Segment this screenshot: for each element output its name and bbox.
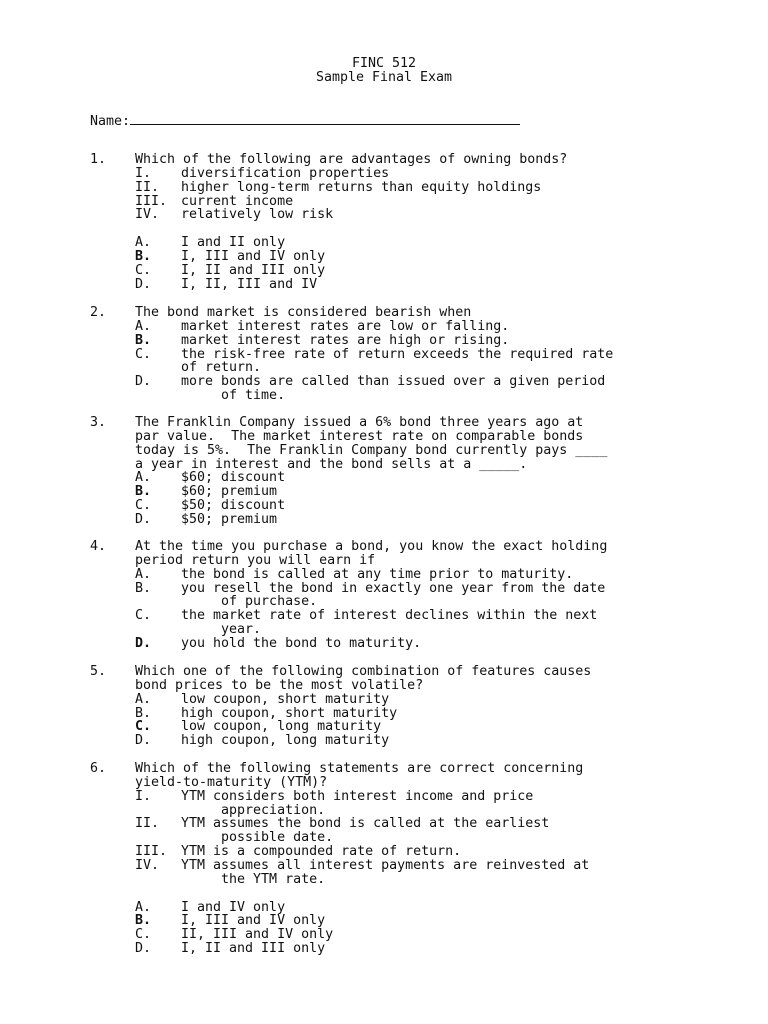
question-number: 2.	[90, 305, 107, 320]
answer-option-text: I, III and IV only	[181, 913, 326, 929]
answer-option-text: of purchase.	[181, 594, 318, 610]
question-number: 3.	[90, 415, 107, 430]
answer-option-text: you resell the bond in exactly one year from the date	[181, 580, 606, 596]
answer-option-text: II, III and IV only	[181, 927, 334, 943]
answer-option-label: A.	[135, 691, 152, 707]
answer-option-text: $60; discount	[181, 470, 286, 486]
name-field	[90, 112, 520, 129]
answer-option-label: D.	[135, 941, 152, 957]
answer-option-text: I, III and IV only	[181, 248, 326, 264]
answer-option-label: C.	[135, 498, 152, 514]
answer-option-label: C.	[135, 927, 152, 943]
statement-text: YTM assumes the bond is called at the earliest	[181, 816, 550, 832]
statement-text: YTM assumes all interest payments are reinvested at	[181, 858, 590, 873]
answer-option-text: $60; premium	[181, 484, 278, 500]
question-number: 1.	[90, 152, 107, 167]
question-stem-line: a year in interest and the bond sells at a _____.	[135, 456, 528, 472]
answer-option-label: A.	[135, 566, 152, 582]
question-stem-line: At the time you purchase a bond, you know the exact holding	[135, 539, 608, 554]
answer-option-text: market interest rates are high or rising.	[181, 332, 510, 348]
question-stem-line: today is 5%. The Franklin Company bond currently pays ____	[135, 442, 608, 458]
answer-option-text: I, II and III only	[181, 941, 326, 957]
answer-option-text: high coupon, short maturity	[181, 705, 398, 721]
statement-label: III.	[135, 193, 168, 209]
answer-option-label: B.	[135, 484, 152, 500]
answer-option-label: B.	[135, 580, 152, 596]
answer-option-text: the market rate of interest declines within the next	[181, 608, 598, 624]
answer-option-label: A.	[135, 235, 152, 251]
question-number: 5.	[90, 664, 107, 679]
question-stem-line: The Franklin Company issued a 6% bond three years ago at	[135, 415, 584, 430]
question-stem-line: par value. The market interest rate on comparable bonds	[135, 428, 584, 444]
question-stem-line: yield-to-maturity (YTM)?	[135, 774, 328, 790]
question-stem-line: Which of the following statements are correct concerning	[135, 761, 584, 776]
statement-label: I.	[135, 788, 152, 804]
answer-option-label: C.	[135, 346, 152, 362]
answer-option-label: B.	[135, 705, 152, 721]
statement-label: III.	[135, 844, 168, 860]
statement-text: current income	[181, 193, 294, 209]
question-stem-line: Which one of the following combination of features causes	[135, 664, 592, 679]
answer-option-label: D.	[135, 733, 152, 749]
statement-label: II.	[135, 816, 160, 832]
answer-option-label: C.	[135, 719, 152, 735]
course-code: FINC 512	[351, 56, 417, 71]
statement-text: possible date.	[181, 830, 334, 846]
answer-option-label: C.	[135, 608, 152, 624]
statement-label: IV.	[135, 858, 160, 873]
statement-label: IV.	[135, 207, 160, 223]
answer-option-label: A.	[135, 899, 152, 915]
statement-label: II.	[135, 179, 160, 195]
statement-text: higher long-term returns than equity holdings	[181, 179, 542, 195]
answer-option-text: $50; discount	[181, 498, 286, 514]
answer-option-text: more bonds are called than issued over a given period	[181, 374, 606, 390]
question-stem-line: The bond market is considered bearish when	[135, 305, 472, 320]
statement-text: YTM is a compounded rate of return.	[181, 844, 462, 860]
question-number: 4.	[90, 539, 107, 554]
statement-label: I.	[135, 165, 152, 181]
answer-option-label: B.	[135, 913, 152, 929]
statement-text: the YTM rate.	[181, 871, 326, 887]
question-stem-line: period return you will earn if	[135, 552, 376, 568]
answer-option-label: D.	[135, 276, 152, 292]
statement-text: relatively low risk	[181, 207, 334, 223]
answer-option-text: I, II, III and IV	[181, 276, 318, 292]
answer-option-text: market interest rates are low or falling.	[181, 318, 510, 334]
answer-option-text: low coupon, long maturity	[181, 719, 382, 735]
answer-option-text: the risk-free rate of return exceeds the required rate	[181, 346, 614, 362]
answer-option-label: D.	[135, 636, 152, 651]
answer-option-label: B.	[135, 248, 152, 264]
name-label: Name:	[90, 114, 131, 129]
answer-option-text: high coupon, long maturity	[181, 733, 390, 749]
answer-option-text: I and IV only	[181, 899, 286, 915]
answer-option-text: low coupon, short maturity	[181, 691, 390, 707]
answer-option-label: C.	[135, 262, 152, 278]
question-stem-line: Which of the following are advantages of owning bonds?	[135, 152, 568, 167]
answer-option-text: you hold the bond to maturity.	[181, 636, 422, 651]
answer-option-label: B.	[135, 332, 152, 348]
answer-option-text: I, II and III only	[181, 262, 326, 278]
answer-option-label: D.	[135, 374, 152, 390]
question-stem-line: bond prices to be the most volatile?	[135, 677, 424, 693]
answer-option-text: year.	[181, 622, 262, 638]
answer-option-label: A.	[135, 470, 152, 486]
answer-option-text: the bond is called at any time prior to maturity.	[181, 566, 574, 582]
answer-option-text: of return.	[181, 360, 262, 376]
answer-option-label: A.	[135, 318, 152, 334]
name-blank-line	[130, 112, 520, 125]
statement-text: diversification properties	[181, 165, 390, 181]
answer-option-text: I and II only	[181, 235, 286, 251]
answer-option-text: of time.	[181, 388, 286, 404]
question-number: 6.	[90, 761, 107, 776]
exam-title: Sample Final Exam	[315, 70, 453, 85]
statement-text: appreciation.	[181, 802, 326, 818]
answer-option-label: D.	[135, 512, 152, 527]
answer-option-text: $50; premium	[181, 512, 278, 527]
statement-text: YTM considers both interest income and price	[181, 788, 534, 804]
